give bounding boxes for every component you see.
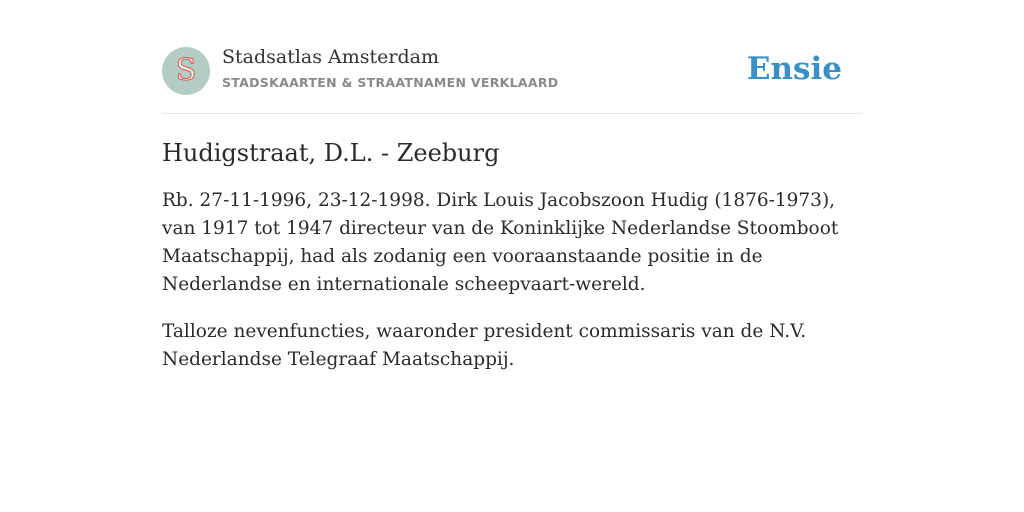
entry-paragraph: Rb. 27-11-1996, 23-12-1998. Dirk Louis Jacobszoon Hudig (1876-1973), van 1917 tot 1947 directeur van de Koninklijke Nederlandse Stoomboot Maatschappij, had als zodanig een vooraanstaande positie in de Nederlandse en internationale scheepvaart-wereld. (162, 190, 839, 295)
entry-title: Hudigstraat, D.L. - Zeeburg (162, 139, 500, 167)
entry-paragraph: Talloze nevenfuncties, waaronder president commissaris van de N.V. Nederlandse Telegraaf Maatschappij. (162, 321, 807, 370)
page (162, 46, 862, 374)
avatar-letter: S (175, 52, 197, 88)
site-title[interactable]: Stadsatlas Amsterdam (222, 46, 440, 68)
site-subtitle: STADSKAARTEN & STRAATNAMEN VERKLAARD (222, 75, 559, 90)
site-header (162, 46, 862, 114)
entry-body (162, 187, 862, 374)
site-avatar[interactable] (162, 47, 210, 95)
ensie-logo-link[interactable]: Ensie (746, 51, 842, 87)
